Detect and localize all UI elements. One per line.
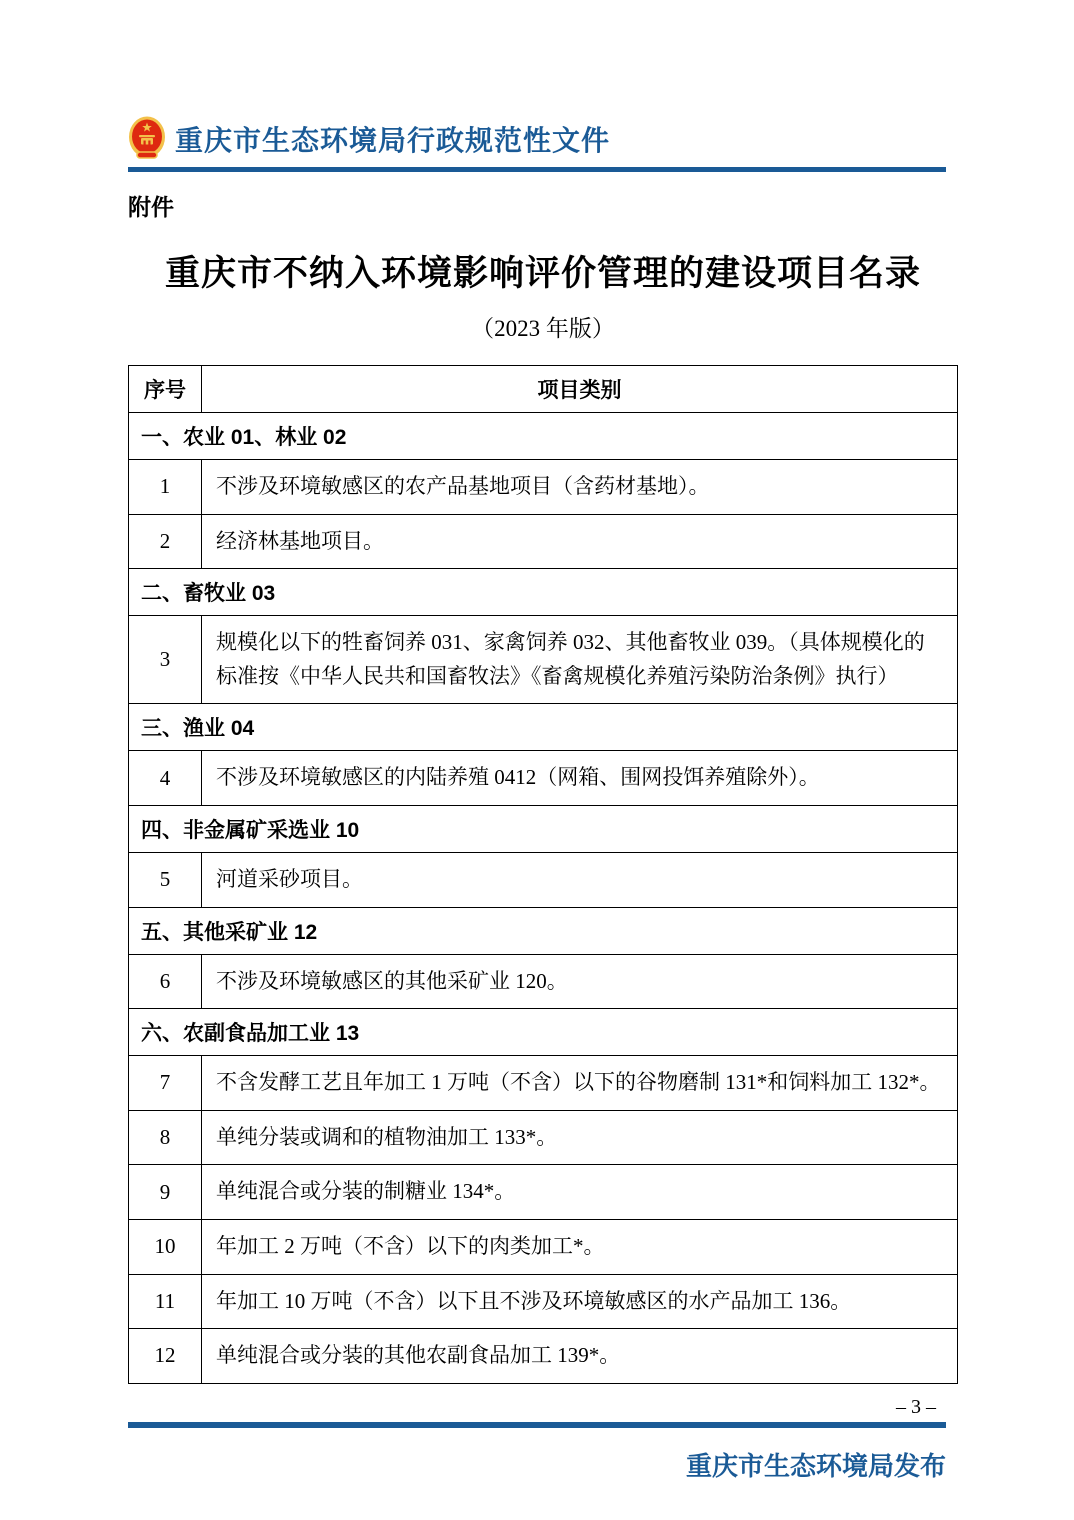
header-banner (128, 116, 946, 162)
row-category-text: 河道采砂项目。 (202, 852, 958, 907)
row-index: 5 (129, 852, 202, 907)
row-category-text: 年加工 10 万吨（不含）以下且不涉及环境敏感区的水产品加工 136。 (202, 1274, 958, 1329)
section-label: 二、畜牧业 03 (129, 569, 958, 616)
row-category-text: 经济林基地项目。 (202, 514, 958, 569)
publisher-label: 重庆市生态环境局发布 (685, 1450, 946, 1481)
section-label: 四、非金属矿采选业 10 (129, 805, 958, 852)
table-row (129, 852, 958, 907)
row-index: 11 (129, 1274, 202, 1329)
row-index: 3 (129, 616, 202, 704)
section-row (129, 704, 958, 751)
col-header-category: 项目类别 (202, 366, 958, 413)
org-banner-title: 重庆市生态环境局行政规范性文件 (175, 125, 611, 156)
table-row (129, 616, 958, 704)
section-label: 三、渔业 04 (129, 704, 958, 751)
row-index: 4 (129, 751, 202, 806)
attachment-label: 附件 (128, 194, 174, 220)
row-category-text: 不涉及环境敏感区的其他采矿业 120。 (202, 954, 958, 1009)
header-divider (128, 167, 946, 172)
table-row (129, 460, 958, 515)
table-row (129, 1110, 958, 1165)
section-row (129, 805, 958, 852)
section-row (129, 1009, 958, 1056)
table-header-row (129, 366, 958, 413)
row-category-text: 不涉及环境敏感区的农产品基地项目（含药材基地）。 (202, 460, 958, 515)
row-category-text: 规模化以下的牲畜饲养 031、家禽饲养 032、其他畜牧业 039。（具体规模化的标准按《中华人民共和国畜牧法》《畜禽规模化养殖污染防治条例》执行） (202, 616, 958, 704)
row-index: 7 (129, 1056, 202, 1111)
table-row (129, 514, 958, 569)
row-index: 8 (129, 1110, 202, 1165)
row-index: 10 (129, 1219, 202, 1274)
row-index: 2 (129, 514, 202, 569)
row-category-text: 年加工 2 万吨（不含）以下的肉类加工*。 (202, 1219, 958, 1274)
table-row (129, 751, 958, 806)
section-label: 一、农业 01、林业 02 (129, 413, 958, 460)
row-category-text: 单纯混合或分装的制糖业 134*。 (202, 1165, 958, 1220)
row-index: 6 (129, 954, 202, 1009)
section-row (129, 413, 958, 460)
document-subtitle: （2023 年版） (471, 316, 615, 341)
row-index: 12 (129, 1329, 202, 1384)
footer-divider (128, 1422, 946, 1428)
page-number: – 3 – (896, 1395, 936, 1418)
table-row (129, 1056, 958, 1111)
national-emblem-icon (128, 116, 166, 162)
row-index: 9 (129, 1165, 202, 1220)
section-row (129, 569, 958, 616)
section-label: 五、其他采矿业 12 (129, 907, 958, 954)
document-title: 重庆市不纳入环境影响评价管理的建设项目名录 (164, 254, 921, 293)
table-row (129, 1274, 958, 1329)
table-row (129, 954, 958, 1009)
section-row (129, 907, 958, 954)
col-header-index: 序号 (129, 366, 202, 413)
table-row (129, 1219, 958, 1274)
table-row (129, 1329, 958, 1384)
project-category-table (128, 365, 958, 1384)
table-body (129, 413, 958, 1384)
row-category-text: 不含发酵工艺且年加工 1 万吨（不含）以下的谷物磨制 131*和饲料加工 132*。 (202, 1056, 958, 1111)
row-category-text: 不涉及环境敏感区的内陆养殖 0412（网箱、围网投饵养殖除外）。 (202, 751, 958, 806)
table-head (129, 366, 958, 413)
row-category-text: 单纯分装或调和的植物油加工 133*。 (202, 1110, 958, 1165)
section-label: 六、农副食品加工业 13 (129, 1009, 958, 1056)
row-index: 1 (129, 460, 202, 515)
row-category-text: 单纯混合或分装的其他农副食品加工 139*。 (202, 1329, 958, 1384)
table-row (129, 1165, 958, 1220)
